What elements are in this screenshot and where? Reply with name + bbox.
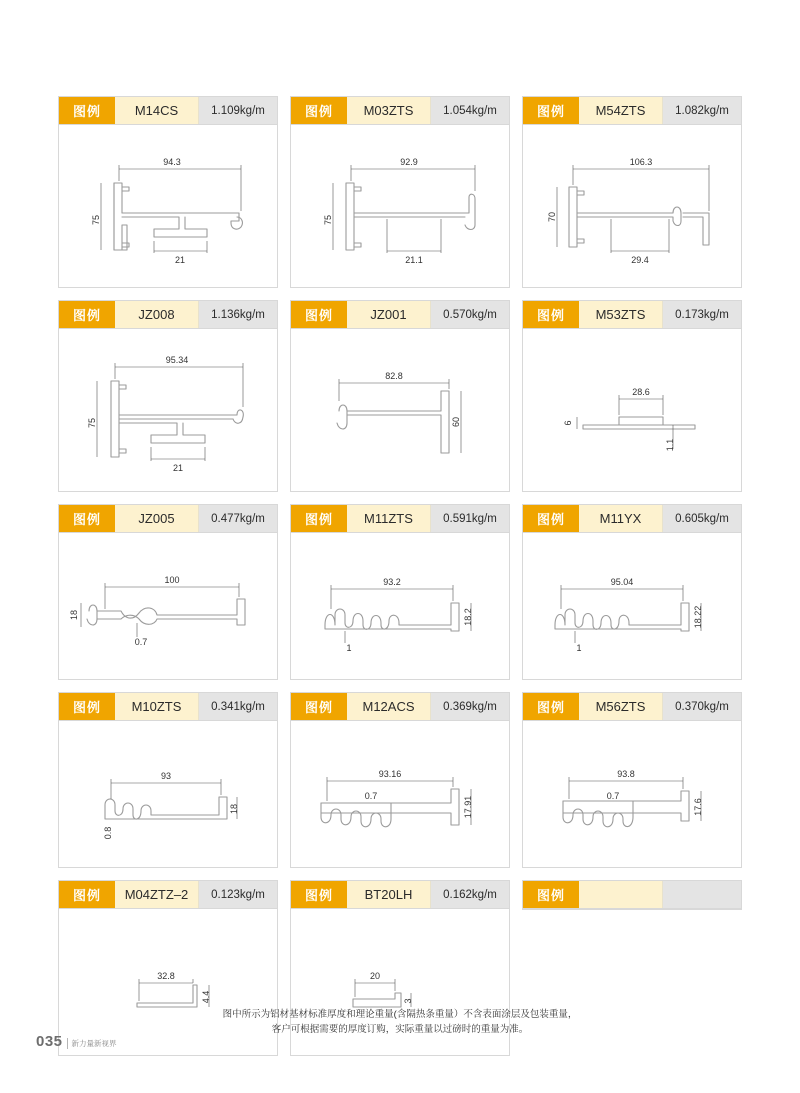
dim-top: 95.04 bbox=[610, 577, 634, 587]
profile-weight bbox=[663, 881, 741, 908]
profile-weight: 1.082kg/m bbox=[663, 97, 741, 124]
profile-code: M11YX bbox=[579, 505, 663, 532]
profile-drawing bbox=[291, 125, 509, 287]
legend-tag: 图例 bbox=[59, 693, 115, 720]
legend-tag: 图例 bbox=[291, 693, 347, 720]
cell-header bbox=[523, 881, 741, 909]
footnote-line-2: 客户可根据需要的厚度订购，实际重量以过磅时的重量为准。 bbox=[271, 1024, 529, 1036]
dim-left: 75 bbox=[91, 214, 101, 226]
profile-row bbox=[58, 504, 742, 680]
profile-weight: 0.591kg/m bbox=[431, 505, 509, 532]
dim-top: 106.3 bbox=[629, 157, 653, 167]
profile-cell[interactable] bbox=[290, 300, 510, 492]
cell-header bbox=[59, 693, 277, 721]
profile-code: BT20LH bbox=[347, 881, 431, 908]
dim-top: 93.2 bbox=[383, 577, 401, 587]
legend-tag: 图例 bbox=[291, 301, 347, 328]
cell-header bbox=[291, 693, 509, 721]
profile-drawing bbox=[523, 329, 741, 491]
profile-drawing bbox=[523, 125, 741, 287]
profile-code: M11ZTS bbox=[347, 505, 431, 532]
cell-header bbox=[291, 97, 509, 125]
dim-right: 4.4 bbox=[201, 990, 211, 1004]
dim-top: 82.8 bbox=[385, 371, 403, 381]
page-number: 035 bbox=[36, 1033, 63, 1050]
profile-code: M03ZTS bbox=[347, 97, 431, 124]
profile-cell[interactable] bbox=[522, 96, 742, 288]
profile-cell-empty bbox=[522, 880, 742, 910]
dim-top: 20 bbox=[369, 971, 381, 981]
cell-header bbox=[59, 301, 277, 329]
dim-left: 70 bbox=[547, 211, 557, 223]
brand-slogan: 新力量新视界 bbox=[67, 1038, 117, 1049]
profile-code: M53ZTS bbox=[579, 301, 663, 328]
dim-top: 93.8 bbox=[617, 769, 635, 779]
profile-cell[interactable] bbox=[290, 692, 510, 868]
cell-header bbox=[291, 301, 509, 329]
dim-top: 94.3 bbox=[163, 157, 181, 167]
dim-top: 100 bbox=[164, 575, 180, 585]
dim-right: 3 bbox=[403, 998, 413, 1004]
profile-drawing bbox=[291, 329, 509, 491]
profile-code: M04ZTZ–2 bbox=[115, 881, 199, 908]
cell-header bbox=[59, 881, 277, 909]
profile-code: M56ZTS bbox=[579, 693, 663, 720]
profile-drawing bbox=[59, 125, 277, 287]
profile-row bbox=[58, 300, 742, 492]
cell-header bbox=[291, 505, 509, 533]
profile-weight: 1.136kg/m bbox=[199, 301, 277, 328]
legend-tag: 图例 bbox=[523, 97, 579, 124]
cell-header bbox=[523, 505, 741, 533]
dim-inner: 0.7 bbox=[134, 637, 148, 647]
profile-weight: 0.341kg/m bbox=[199, 693, 277, 720]
legend-tag: 图例 bbox=[291, 97, 347, 124]
profile-drawing bbox=[291, 721, 509, 867]
profile-weight: 1.054kg/m bbox=[431, 97, 509, 124]
profile-code: JZ001 bbox=[347, 301, 431, 328]
dim-inner: 21.1 bbox=[405, 255, 423, 265]
dim-right: 18 bbox=[229, 803, 239, 815]
profile-row bbox=[58, 692, 742, 868]
profile-cell[interactable] bbox=[58, 96, 278, 288]
cell-header bbox=[291, 881, 509, 909]
profile-weight: 0.369kg/m bbox=[431, 693, 509, 720]
profile-grid bbox=[58, 96, 742, 1068]
profile-code: JZ008 bbox=[115, 301, 199, 328]
profile-drawing bbox=[291, 533, 509, 679]
profile-drawing bbox=[523, 721, 741, 867]
legend-tag: 图例 bbox=[291, 881, 347, 908]
dim-right: 17.91 bbox=[463, 795, 473, 819]
profile-drawing bbox=[59, 329, 277, 491]
profile-cell[interactable] bbox=[290, 504, 510, 680]
legend-tag: 图例 bbox=[59, 301, 115, 328]
dim-left: 75 bbox=[87, 417, 97, 429]
profile-code: M54ZTS bbox=[579, 97, 663, 124]
legend-tag: 图例 bbox=[523, 505, 579, 532]
profile-weight: 0.123kg/m bbox=[199, 881, 277, 908]
cell-header bbox=[523, 97, 741, 125]
profile-code: M10ZTS bbox=[115, 693, 199, 720]
dim-inner: 1.1 bbox=[665, 438, 675, 452]
dim-inner: 1 bbox=[576, 643, 582, 653]
dim-top: 93 bbox=[160, 771, 172, 781]
dim-top: 93.16 bbox=[378, 769, 402, 779]
dim-top: 28.6 bbox=[632, 387, 650, 397]
profile-weight: 0.162kg/m bbox=[431, 881, 509, 908]
profile-drawing bbox=[59, 721, 277, 867]
profile-weight: 0.370kg/m bbox=[663, 693, 741, 720]
profile-weight: 0.477kg/m bbox=[199, 505, 277, 532]
dim-inner: 21 bbox=[172, 463, 184, 473]
profile-cell[interactable] bbox=[58, 692, 278, 868]
profile-weight: 0.570kg/m bbox=[431, 301, 509, 328]
legend-tag: 图例 bbox=[59, 505, 115, 532]
profile-cell[interactable] bbox=[58, 300, 278, 492]
page-footer bbox=[36, 1033, 117, 1050]
dim-right: 60 bbox=[451, 416, 461, 428]
profile-cell[interactable] bbox=[522, 300, 742, 492]
profile-weight: 0.173kg/m bbox=[663, 301, 741, 328]
profile-code bbox=[579, 881, 663, 908]
dim-inner: 1 bbox=[346, 643, 352, 653]
profile-cell[interactable] bbox=[522, 504, 742, 680]
profile-weight: 0.605kg/m bbox=[663, 505, 741, 532]
cell-header bbox=[523, 301, 741, 329]
cell-header bbox=[59, 505, 277, 533]
profile-code: M12ACS bbox=[347, 693, 431, 720]
legend-tag: 图例 bbox=[523, 301, 579, 328]
profile-code: JZ005 bbox=[115, 505, 199, 532]
dim-right: 18.22 bbox=[693, 605, 703, 629]
dim-inner: 0.7 bbox=[364, 791, 378, 801]
cell-header bbox=[59, 97, 277, 125]
legend-tag: 图例 bbox=[59, 881, 115, 908]
cell-header bbox=[523, 693, 741, 721]
dim-top: 92.9 bbox=[400, 157, 418, 167]
profile-weight: 1.109kg/m bbox=[199, 97, 277, 124]
dim-left: 75 bbox=[323, 214, 333, 226]
legend-tag: 图例 bbox=[291, 505, 347, 532]
dim-inner: 29.4 bbox=[631, 255, 649, 265]
dim-top: 95.34 bbox=[165, 355, 189, 365]
dim-top: 32.8 bbox=[157, 971, 175, 981]
dim-inner: 0.8 bbox=[103, 826, 113, 840]
dim-right: 17.6 bbox=[693, 798, 703, 816]
profile-drawing bbox=[59, 533, 277, 679]
dim-inner: 21 bbox=[174, 255, 186, 265]
profile-code: M14CS bbox=[115, 97, 199, 124]
profile-drawing bbox=[523, 533, 741, 679]
dim-inner: 0.7 bbox=[606, 791, 620, 801]
dim-left: 6 bbox=[563, 420, 573, 426]
profile-row bbox=[58, 96, 742, 288]
footnote-line-1: 图中所示为铝材基材标准厚度和理论重量(含隔热条重量）不含表面涂层及包装重量， bbox=[222, 1009, 578, 1020]
legend-tag: 图例 bbox=[59, 97, 115, 124]
dim-right: 18.2 bbox=[463, 608, 473, 626]
profile-cell[interactable] bbox=[290, 96, 510, 288]
profile-cell[interactable] bbox=[522, 692, 742, 868]
profile-cell[interactable] bbox=[58, 504, 278, 680]
legend-tag: 图例 bbox=[523, 693, 579, 720]
dim-left: 18 bbox=[69, 609, 79, 621]
footnote bbox=[0, 1007, 800, 1037]
legend-tag: 图例 bbox=[523, 881, 579, 908]
